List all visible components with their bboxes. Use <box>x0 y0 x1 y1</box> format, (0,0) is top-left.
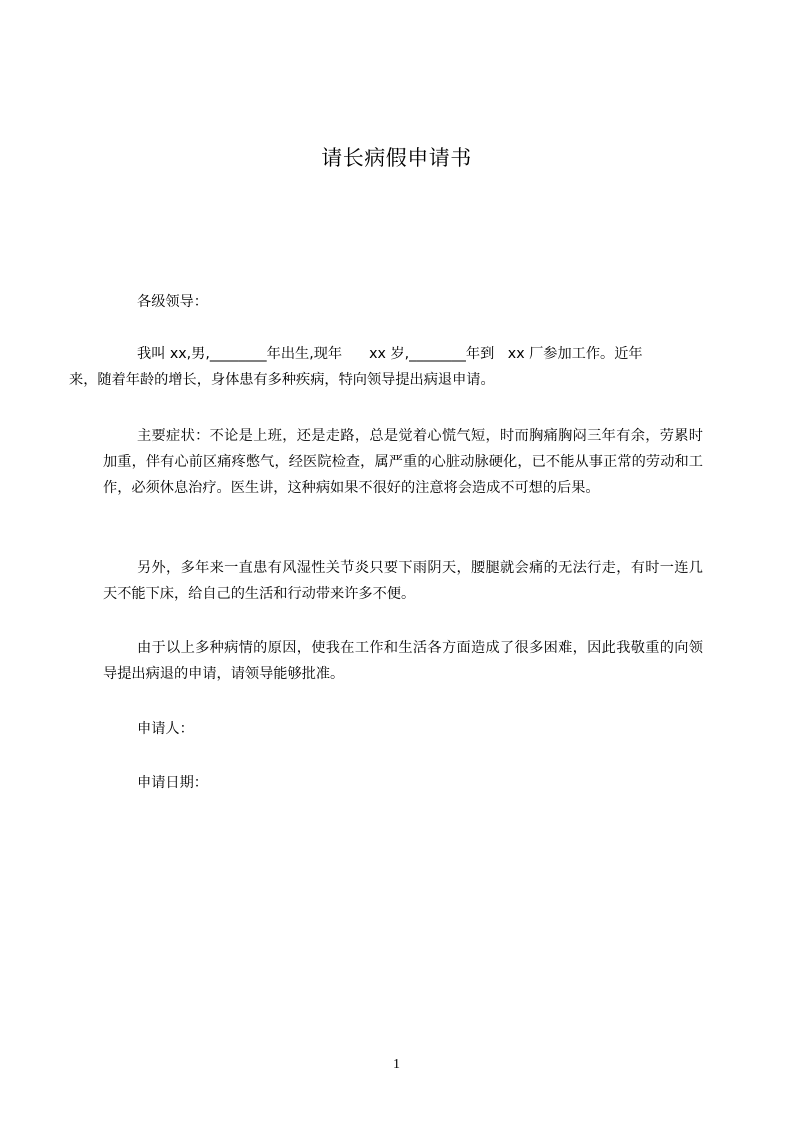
paragraph-personal-info-line-2: 来，随着年龄的增长，身体患有多种疾病，特向领导提出病退申请。 <box>69 372 495 388</box>
paragraph-request: 由于以上多种病情的原因，使我在工作和生活各方面造成了很多困难，因此我敬重的向领导提出病退的申请，请领导能够批准。 <box>103 640 703 682</box>
page-number: 1 <box>393 1057 400 1072</box>
salutation: 各级领导： <box>137 294 208 310</box>
paragraph-rheumatism: 另外，多年来一直患有风湿性关节炎只要下雨阴天，腰腿就会痛的无法行走，有时一连几天不能下床，给自己的生活和行动带来许多不便。 <box>103 560 703 602</box>
paragraph-symptoms: 主要症状：不论是上班，还是走路，总是觉着心慌气短，时而胸痛胸闷三年有余，劳累时加重，伴有心前区痛疼憋气，经医院检查，属严重的心脏动脉硬化，已不能从事正常的劳动和工作，必须休息治疗。医生讲，这种病如果不很好的注意将会造成不可想的后果。 <box>103 428 703 496</box>
application-date-label: 申请日期： <box>137 775 208 791</box>
paragraph-personal-info <box>69 341 703 393</box>
paragraph-personal-info-line-1: 我叫 xx,男,________年出生,现年 xx 岁,________年到 xx 厂参加工作。近年 <box>137 346 643 362</box>
applicant-label: 申请人： <box>137 721 194 737</box>
document-title: 请长病假申请书 <box>321 146 472 170</box>
